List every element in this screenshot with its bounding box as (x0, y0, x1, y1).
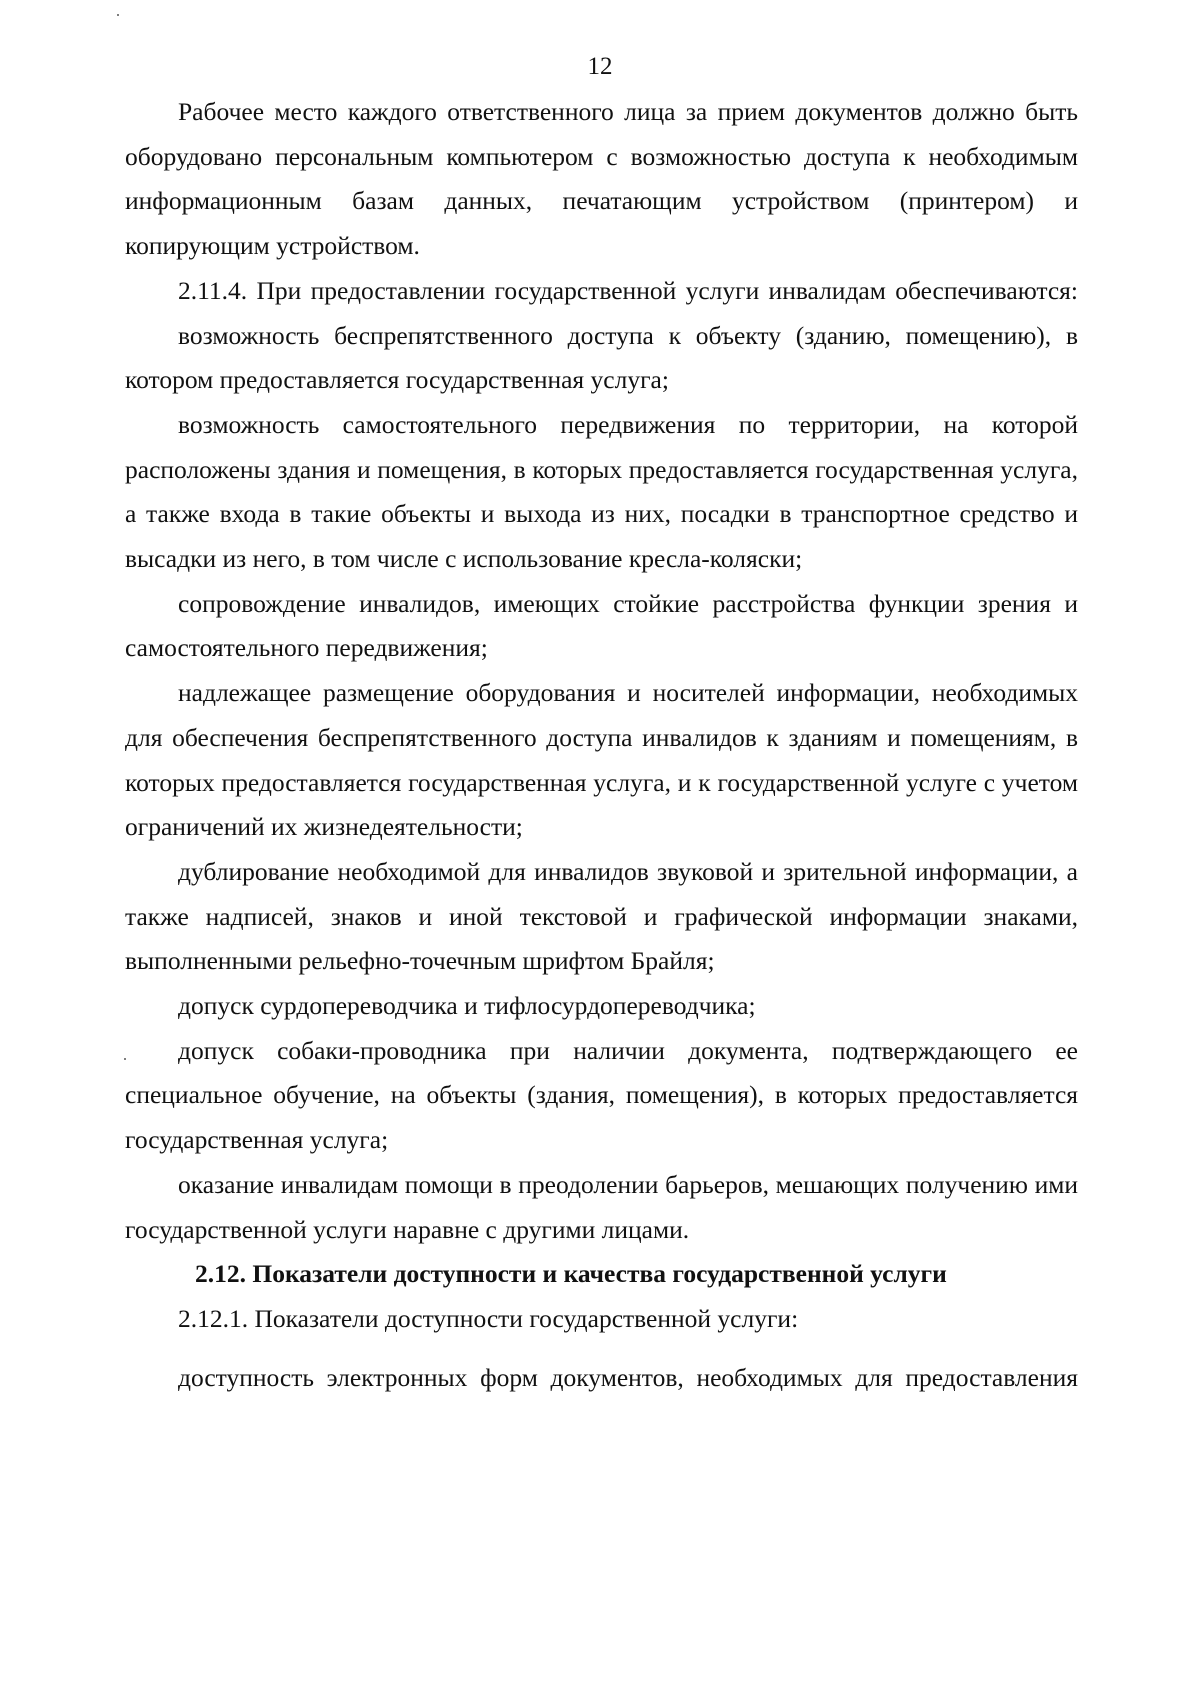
page-number: 12 (587, 53, 613, 80)
list-item-escort: сопровождение инвалидов, имеющих стойкие расстройства функции зрения и самостоятельного передвижения; (125, 588, 1078, 663)
section-heading-2-12: 2.12. Показатели доступности и качества государственной услуги (195, 1259, 947, 1289)
scan-speck (117, 14, 119, 16)
paragraph-2-11-4: 2.11.4. При предоставлении государственной услуги инвалидам обеспечиваются: (178, 275, 1078, 305)
list-item-barrier-assistance: оказание инвалидам помощи в преодолении барьеров, мешающих получению ими государственной услуги наравне с другими лицами. (125, 1169, 1078, 1244)
list-item-independent-movement: возможность самостоятельного передвижения по территории, на которой расположены здания и помещения, в которых предоставляется государственная услуга, а также входа в такие объекты и выхода из них, посадки в транспортное средство и высадки из него, в том числе с использование кресла-коляски; (125, 409, 1078, 574)
list-item-information-duplication: дублирование необходимой для инвалидов звуковой и зрительной информации, а также надписей, знаков и иной текстовой и графической информации знаками, выполненными рельефно-точечным шрифтом Брайля; (125, 856, 1078, 976)
document-body (125, 90, 1078, 1400)
list-item-sign-interpreter: допуск сурдопереводчика и тифлосурдопереводчика; (178, 991, 756, 1021)
paragraph-electronic-forms: доступность электронных форм документов, необходимых для предоставления (178, 1362, 1078, 1392)
list-item-equipment-placement: надлежащее размещение оборудования и носителей информации, необходимых для обеспечения беспрепятственного доступа инвалидов к зданиям и помещениям, в которых предоставляется государственная услуга, и к государственной услуге с учетом ограничений их жизнедеятельности; (125, 678, 1078, 842)
paragraph-workplace-equipment: Рабочее место каждого ответственного лица за прием документов должно быть оборудовано персональным компьютером с возможностью доступа к необходимым информационным базам данных, печатающим устройством (принтером) и копирующим устройством. (125, 97, 1078, 261)
subsection-2-12-1: 2.12.1. Показатели доступности государственной услуги: (178, 1303, 799, 1333)
list-item-access-to-object: возможность беспрепятственного доступа к объекту (зданию, помещению), в котором предоставляется государственная услуга; (125, 320, 1078, 395)
list-item-guide-dog: допуск собаки-проводника при наличии документа, подтверждающего ее специальное обучение, на объекты (здания, помещения), в которых предоставляется государственная услуга; (125, 1035, 1078, 1155)
